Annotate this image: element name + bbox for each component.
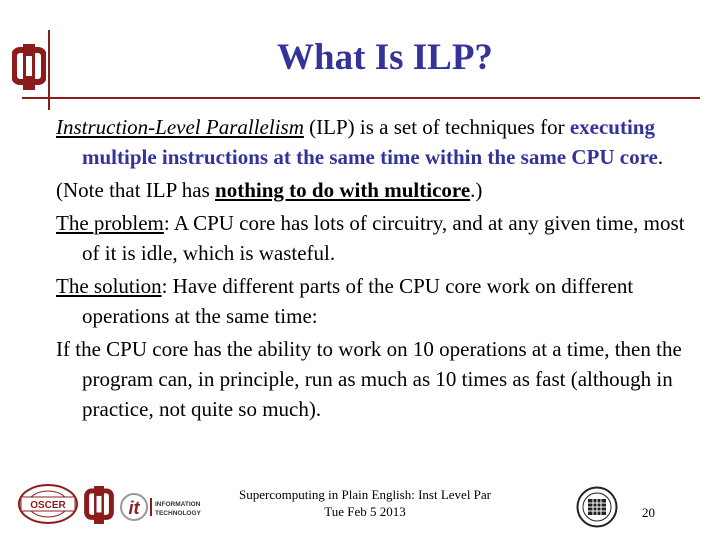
seal-logo-icon	[576, 486, 618, 528]
svg-text:it: it	[128, 498, 140, 518]
header-horizontal-rule	[22, 97, 700, 99]
highlight-text: executing multiple instructions at the same time within the same CPU core	[82, 115, 658, 169]
ou-small-logo-icon	[84, 486, 114, 524]
svg-text:TECHNOLOGY: TECHNOLOGY	[155, 510, 201, 517]
paragraph-ilp-definition: Instruction-Level Parallelism (ILP) is a set of techniques for executing multiple instructions at the same time within the same CPU core.	[56, 115, 664, 169]
page-number: 20	[642, 505, 655, 520]
it-logo-icon	[120, 490, 204, 524]
slide-body	[56, 112, 696, 427]
slide-title: What Is ILP?	[277, 37, 493, 78]
svg-text:OSCER: OSCER	[30, 500, 66, 511]
ou-logo-icon	[12, 44, 46, 90]
footer-course-title: Supercomputing in Plain English: Inst Level Par	[238, 487, 492, 502]
paragraph-problem: The problem: A CPU core has lots of circuitry, and at any given time, most of it is idle, which is wasteful.	[56, 211, 685, 265]
svg-text:INFORMATION: INFORMATION	[155, 501, 201, 508]
term-ilp: Instruction-Level Parallelism	[56, 115, 304, 139]
label-problem: The problem	[56, 211, 164, 235]
paragraph-solution: The solution: Have different parts of the CPU core work on different operations at the same time:	[56, 274, 634, 328]
label-solution: The solution	[56, 274, 162, 298]
emphasis-multicore: nothing to do with multicore	[215, 178, 471, 202]
paragraph-note: (Note that ILP has nothing to do with multicore.)	[56, 178, 483, 202]
footer-date: Tue Feb 5 2013	[324, 504, 406, 519]
paragraph-speedup: If the CPU core has the ability to work on 10 operations at a time, then the program can, in principle, run as much as 10 times as fast (although in practice, not quite so much).	[56, 337, 682, 421]
oscer-logo-icon	[17, 483, 79, 525]
footer-info	[210, 486, 520, 520]
